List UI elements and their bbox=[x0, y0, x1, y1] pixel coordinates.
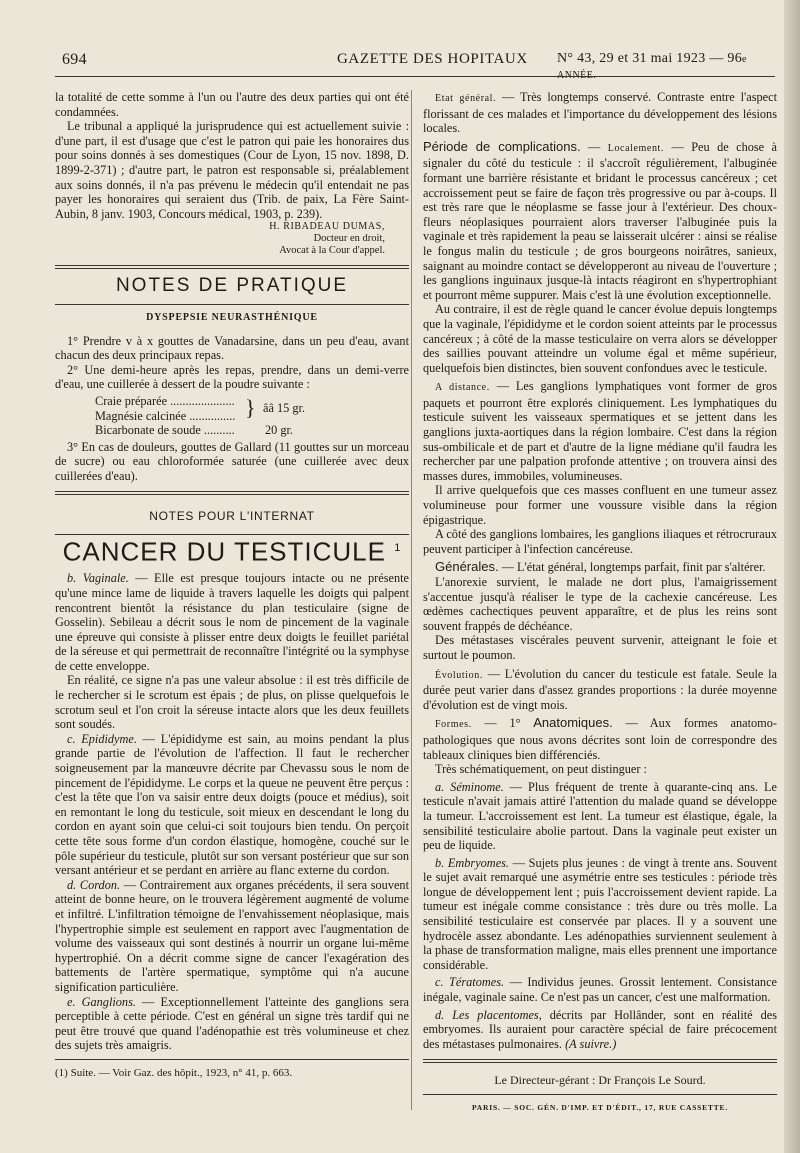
section-title: NOTES DE PRATIQUE bbox=[115, 275, 349, 297]
paragraph: d. Les placentomes, décrits par Hollânder, sont en réalité des embryomes. Ils auraient pour caractère spécial de faire précocement des métastases pulmonaires. (A suivre.) bbox=[423, 1007, 777, 1051]
signature bbox=[55, 221, 385, 257]
signature-title: Docteur en droit, bbox=[313, 233, 385, 245]
issue-text: N° 43, 29 et 31 mai 1923 — 96 bbox=[557, 51, 743, 66]
article-title: CANCER DU TESTICULE $^1$ bbox=[62, 536, 402, 567]
paragraph: Le tribunal a appliqué la jurisprudence qui est actuellement suivie : d'une part, il est d'usage que c'est le patron qui paie les honoraires dus pour soins donnés à ses domestiques (Cour de Lyon, 15 nov. 1898, D. 1899-2-371) ; d'autre part, le patron est responsable si, préalablement aux soins donnés, il n'a pas prévenu le médecin qu'il entendait ne pas payer les honoraires qui seraient dus (Trib. de paix, La Fère Saint-Aubin, 8 janv. 1903, Concours médical, 1903, p. 239). bbox=[55, 119, 409, 221]
to-be-continued: (A suivre.) bbox=[565, 1036, 617, 1051]
section-rule bbox=[55, 491, 409, 495]
left-column bbox=[55, 90, 409, 1081]
recipe-dose: ââ 15 gr. bbox=[263, 400, 306, 415]
brace: } bbox=[245, 394, 256, 420]
paragraph: Période de complications. — Localement. — Peu de chose à signaler du côté du testicule : il s'accroît régulièrement, l'albuginée formant une barrière résistante et bridant le processus cancéreux ; cet accroissement peut se faire de façon très progressive ou par à-coups. Il est très rare que le néoplasme se fasse jour à l'extérieur. Des choux-fleurs néoplasiques pourraient alors traverser l'albuginée puis la vaginale et très rapidement la peau se laisserait ulcérer : ainsi se réalise le fongus malin du testicule ; de gros bourgeons noirâtres, sanieux, saignant au moindre contact se développeront au niveau de l'ouverture ; les ganglions inguinaux jusque-là intacts réagiront en s'hypertrophiant et pourront même suppurer. Mais c'est là une évolution exceptionnelle. bbox=[423, 138, 777, 302]
paragraph: Etat général. — Très longtemps conservé. Contraste entre l'aspect florissant de ces malades et l'importance du développement des lésions locales. bbox=[423, 90, 777, 136]
rule bbox=[55, 534, 409, 535]
header-rule bbox=[55, 76, 775, 77]
paragraph: b. Embryomes. — Sujets plus jeunes : de vingt à trente ans. Souvent le sujet avait remarqué une asymétrie entre ses testicules : période très longue de développement lent ; puis l'accroissement devient rapide. La tumeur est inégale comme consistance : très dure ou très molle. La sensibilité testiculaire est conservée par places. Il y a souvent une hydrocèle assez abondante. Les adénopathies surviennent seulement à la phase de transformation maligne, mais elles prennent une importance considérable. bbox=[423, 855, 777, 972]
paragraph: la totalité de cette somme à l'un ou l'autre des deux parties qui ont été condamnées. bbox=[55, 90, 409, 119]
column-divider bbox=[411, 90, 412, 1110]
prescription-step: 1° Prendre v à x gouttes de Vanadarsine, dans un peu d'eau, avant chacun des deux principaux repas. bbox=[55, 333, 409, 363]
paragraph: e. Ganglions. — Exceptionnellement l'atteinte des ganglions sera perceptible à cette période. C'est en général un signe très tardif qui ne peut être trouvé que quand l'adénopathie est très volumineuse et chez des sujets très amaigris. bbox=[55, 994, 409, 1053]
paragraph: A côté des ganglions lombaires, les ganglions iliaques et rétrocruraux peuvent participer à l'infection cancéreuse. bbox=[423, 527, 777, 556]
footnote-marker: 1 bbox=[394, 542, 402, 555]
director-line: Le Directeur-gérant : Dr François Le Sourd. bbox=[494, 1073, 706, 1088]
paragraph: Évolution. — L'évolution du cancer du testicule est fatale. Seule la durée peut varier dans d'assez grandes proportions : la durée moyenne d'évolution est de vingt mois. bbox=[423, 666, 777, 712]
paragraph: Au contraire, il est de règle quand le cancer évolue depuis longtemps que la vaginale, l'épididyme et le cordon soient atteints par le processus cancéreux ; à côté de la masse testiculaire on verra alors se développer des saillies pouvant atteindre un volume égal et même supérieur, quelquefois bien distinctes, bien souvent confondues avec le testicule. bbox=[423, 302, 777, 375]
paragraph: Générales. — L'état général, longtemps parfait, finit par s'altérer. bbox=[435, 559, 766, 575]
page-header bbox=[52, 48, 772, 81]
issue-info bbox=[557, 51, 772, 83]
footnote-rule bbox=[55, 1059, 409, 1060]
signature-name: H. RIBADEAU DUMAS, bbox=[269, 221, 385, 233]
paragraph: Formes. — 1° Anatomiques. — Aux formes anatomo-pathologiques que nous avons décrites sont loin de correspondre des tableaux cliniques bien différenciés. bbox=[423, 715, 777, 762]
section-rule bbox=[423, 1059, 777, 1063]
page-edge bbox=[784, 0, 800, 1153]
imprint-line: PARIS. — SOC. GÉN. D'IMP. ET D'ÉDIT., 17, RUE CASSETTE. bbox=[471, 1103, 729, 1112]
recipe-item: Magnésie calcinée ............... bbox=[95, 408, 236, 423]
paragraph: Il arrive quelquefois que ces masses confluent en une tumeur assez volumineuse pour former une voussure visible dans la région épigastrique. bbox=[423, 483, 777, 527]
paragraph: A distance. — Les ganglions lymphatiques vont former de gros paquets et pourront être explorés cliniquement. Les lymphatiques du testicule suivent les vaisseaux spermatiques et se jettent dans les ganglions juxta-aortiques dans la région lombaire. C'est dans la région sus-ombilicale et de part et d'autre de la ligne médiane qu'il faudra les rechercher par une palpation profonde attentive ; on trouvera ainsi des masses dures, immobiles, volumineuses. bbox=[423, 379, 777, 483]
prescription-step: 2° Une demi-heure après les repas, prendre, dans un demi-verre d'eau, une cuillerée à dessert de la poudre suivante : bbox=[55, 362, 409, 392]
paragraph: Des métastases viscérales peuvent survenir, atteignant le foie et surtout le poumon. bbox=[423, 633, 777, 662]
page-number: 694 bbox=[62, 51, 87, 68]
paragraph: a. Séminome. — Plus fréquent de trente à quarante-cinq ans. Le testicule n'avait jamais attiré l'attention du malade quand se développe la tumeur. L'accroissement est lent. La tumeur est élastique, égale, la sensibilité testiculaire abolie partout. Dans la vaginale peut exister un peu de liquide. bbox=[423, 779, 777, 853]
right-column bbox=[423, 90, 777, 1116]
recipe-item: Bicarbonate de soude .......... 20 gr. bbox=[95, 423, 294, 438]
issue-suffix: e ANNÉE. bbox=[557, 54, 747, 81]
recipe bbox=[95, 394, 409, 438]
journal-title: GAZETTE DES HOPITAUX bbox=[337, 51, 528, 67]
paragraph: Très schématiquement, on peut distinguer : bbox=[435, 762, 647, 777]
paragraph: d. Cordon. — Contrairement aux organes précédents, il sera souvent atteint de bonne heure, on le trouvera légèrement augmenté de volume et infiltré. L'infiltration témoigne de l'envahissement néoplasique, mais l'hypertrophie simple est seulement en rapport avec l'augmentation de volume des vaisseaux qui sont destinés à nourrir un organe lui-même hypertrophié. On a décrit comme signe de cancer l'exagération des battements de l'artère spermatique, symptôme qui n'a aucune signification particulière. bbox=[55, 877, 409, 994]
section-title: NOTES POUR L'INTERNAT bbox=[149, 509, 315, 524]
rule bbox=[55, 304, 409, 305]
rule bbox=[423, 1094, 777, 1095]
section-rule bbox=[55, 265, 409, 269]
footnote: (1) Suite. — Voir Gaz. des hôpit., 1923, n° 41, p. 663. bbox=[55, 1066, 293, 1079]
signature-title: Avocat à la Cour d'appel. bbox=[279, 245, 385, 257]
subsection-title: DYSPEPSIE NEURASTHÉNIQUE bbox=[146, 311, 318, 323]
paragraph: b. Vaginale. — Elle est presque toujours intacte ou ne présente qu'une mince lame de liquide à travers laquelle les doigts qui palpent rencontrent bientôt la résistance du plan testiculaire (signe de Gosselin). Sebileau a décrit sous le nom de pincement de la vaginale une épreuve qui consiste à plisser entre deux doigts le feuillet pariétal de la séreuse et qui permettrait de reconnaître l'intégrité ou la symphyse de cette enveloppe. bbox=[55, 571, 410, 673]
paragraph: L'anorexie survient, le malade ne dort plus, l'amaigrissement s'accentue jusqu'à réaliser le type de la cachexie cancéreuse. Les œdèmes cachectiques peuvent apparaître, et de plus les reins sont souvent frappés de déchéance. bbox=[423, 575, 777, 633]
paragraph: En réalité, ce signe n'a pas une valeur absolue : il est très difficile de le rechercher si le scrotum est épais ; de plus, on plisse quelquefois le scrotum seul et l'on croit la séreuse intacte alors que les deux feuillets sont soudés. bbox=[55, 673, 409, 732]
prescription-step: 3° En cas de douleurs, gouttes de Gallard (11 gouttes sur un morceau de sucre) ou eau chloroformée saturée (une cuillerée avec deux cuillerées d'eau). bbox=[55, 439, 409, 483]
recipe-dose: 20 gr. bbox=[265, 423, 294, 438]
paragraph: c. Epididyme. — L'épididyme est sain, au moins pendant la plus grande partie de l'évolution de l'affection. Il faut le rechercher soigneusement par la manœuvre décrite par Chevassu sous le nom de pincement de l'épididyme. Le corps et la queue ne peuvent être perçus : c'est la tête que l'on va saisir entre deux doigts (pouce et médius), soit en remontant le long du testicule, soit mieux en descendant le long du cordon en ayant soin que celui-ci soit toujours bien tendu. On perçoit cette tête sous forme d'un cordon élastique, homogène, couché sur le pôle supérieur du testicule, plutôt sur son versant postérieur que sur son versant antérieur et se perdant en arrière au flanc externe du cordon. bbox=[55, 731, 409, 878]
paragraph: c. Tératomes. — Individus jeunes. Grossit lentement. Consistance inégale, vaginale saine. Ce n'est pas un cancer, c'est une malformation. bbox=[423, 975, 777, 1005]
recipe-item: Craie préparée ..................... bbox=[95, 393, 235, 408]
